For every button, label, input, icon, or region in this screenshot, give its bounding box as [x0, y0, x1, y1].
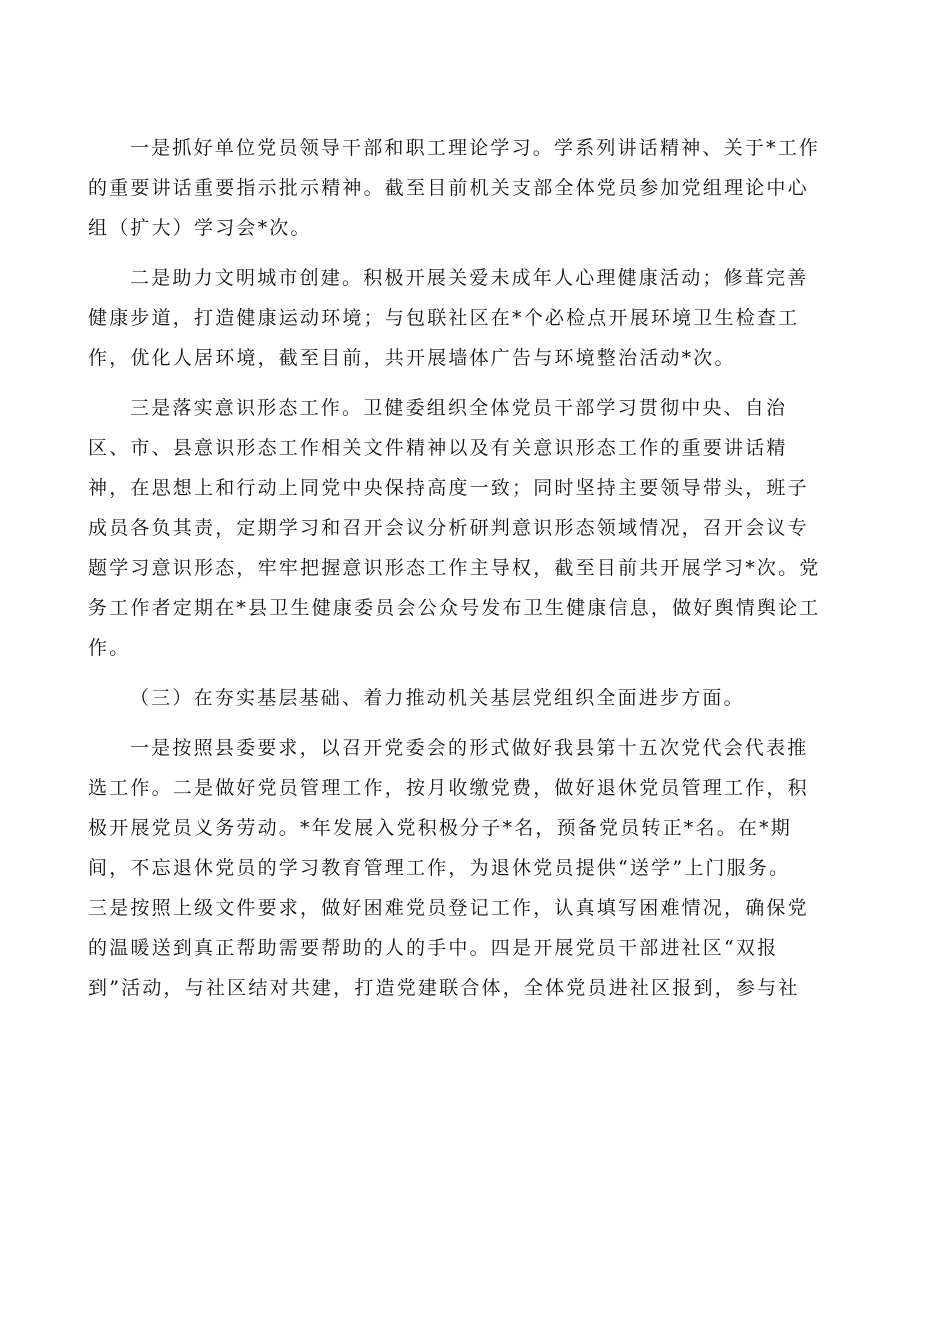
paragraph-line: 到”活动，与社区结对共建，打造党建联合体，全体党员进社区报到，参与社 — [88, 977, 800, 999]
paragraph-line: 三是落实意识形态工作。卫健委组织全体党员干部学习贯彻中央、自治 — [130, 397, 788, 419]
document-body — [88, 128, 864, 1018]
paragraph-1 — [88, 128, 864, 248]
paragraph-line: 二是助力文明城市创建。积极开展关爱未成年人心理健康活动；修葺完善 — [130, 267, 809, 289]
paragraph-line: 一是按照县委要求，以召开党委会的形式做好我县第十五次党代会代表推 — [130, 737, 809, 759]
paragraph-line: 组（扩大）学习会*次。 — [88, 217, 312, 239]
paragraph-3 — [88, 388, 864, 668]
paragraph-2 — [88, 258, 864, 378]
paragraph-line: 神，在思想上和行动上同党中央保持高度一致；同时坚持主要领导带头，班子 — [88, 477, 809, 499]
paragraph-4 — [88, 728, 864, 1008]
paragraph-line: 选工作。二是做好党员管理工作，按月收缴党费，做好退休党员管理工作，积 — [88, 777, 809, 799]
paragraph-line: 作，优化人居环境，截至目前，共开展墙体广告与环境整治活动*次。 — [88, 347, 736, 369]
paragraph-line: 务工作者定期在*县卫生健康委员会公众号发布卫生健康信息，做好舆情舆论工 — [88, 597, 821, 619]
paragraph-line: 的重要讲话重要指示批示精神。截至目前机关支部全体党员参加党组理论中心 — [88, 177, 809, 199]
paragraph-line: 作。 — [88, 637, 131, 659]
paragraph-line: 一是抓好单位党员领导干部和职工理论学习。学系列讲话精神、关于*工作 — [130, 137, 821, 159]
paragraph-line: 区、市、县意识形态工作相关文件精神以及有关意识形态工作的重要讲话精 — [88, 437, 788, 459]
paragraph-line: 题学习意识形态，牢牢把握意识形态工作主导权，截至目前共开展学习*次。党 — [88, 557, 821, 579]
paragraph-line: 成员各负其责，定期学习和召开会议分析研判意识形态领域情况，召开会议专 — [88, 517, 809, 539]
section-heading-line: （三）在夯实基层基础、着力推动机关基层党组织全面进步方面。 — [130, 687, 745, 709]
paragraph-line: 极开展党员义务劳动。*年发展入党积极分子*名，预备党员转正*名。在*期 — [88, 817, 793, 839]
section-heading — [88, 678, 864, 718]
paragraph-line: 间，不忘退休党员的学习教育管理工作，为退休党员提供“送学”上门服务。 — [88, 857, 791, 879]
paragraph-line: 健康步道，打造健康运动环境；与包联社区在*个必检点开展环境卫生检查工 — [88, 307, 800, 329]
paragraph-line: 三是按照上级文件要求，做好困难党员登记工作，认真填写困难情况，确保党 — [88, 897, 809, 919]
paragraph-line: 的温暖送到真正帮助需要帮助的人的手中。四是开展党员干部进社区“双报 — [88, 937, 779, 959]
